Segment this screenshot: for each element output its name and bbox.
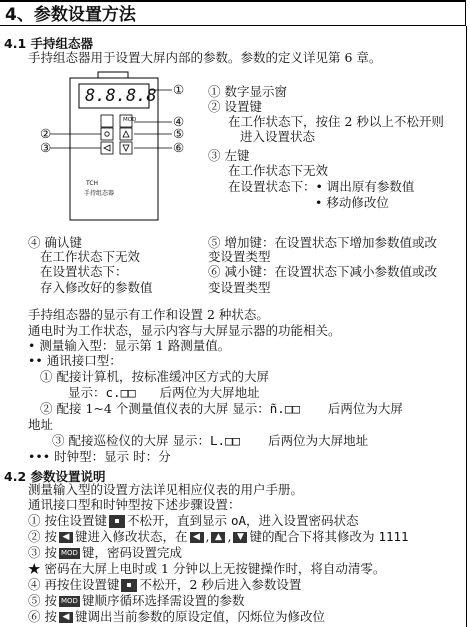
left-key-icon: ◀ — [190, 532, 204, 543]
left-key-desc-3: • 移动修改位 — [315, 195, 389, 210]
up-key-icon: ▲ — [211, 532, 225, 543]
decrease-key-desc: 变设置类型 — [208, 280, 271, 295]
step-4: ④ 再按住设置键 不松开，2 秒后进入参数设置 — [28, 577, 302, 592]
left-key-desc-2: 在设置状态下：• 调出原有参数值 — [228, 179, 415, 194]
callout-2: ② — [40, 126, 52, 141]
increase-key-desc: 变设置类型 — [208, 249, 271, 264]
callout-5: ⑤ — [173, 126, 185, 141]
step-6: ⑥ 按 ◀ 键调出当前参数的原设定值，闪烁位为修改位 — [28, 609, 325, 624]
item-left-key: ③ 左键 — [208, 148, 250, 163]
set-key-icon — [109, 515, 125, 528]
body-p1: 手持组态器的显示有工作和设置 2 种状态。 — [28, 307, 269, 322]
body-p2: 通电时为工作状态，显示内容与大屏显示器的功能相关。 — [28, 323, 341, 338]
digital-display-window: 8.8.8.8 — [85, 86, 157, 106]
comm-option-2: ② 配接 1~4 个测量值仪表的大屏 显示：ñ.□□ 后两位为大屏 — [40, 401, 403, 416]
item-display: ① 数字显示窗 — [208, 84, 287, 99]
set-key-desc-2: 进入设置状态 — [240, 129, 316, 144]
callout-6: ⑥ — [173, 140, 185, 155]
comm-option-2-cont: 地址 — [28, 417, 54, 432]
comm-option-1: ① 配接计算机，按标准缓冲区方式的大屏 — [40, 369, 269, 384]
bullet-comm: •• 通讯接口型： — [28, 353, 122, 368]
callout-3: ③ — [40, 140, 52, 155]
section-header: 4、参数设置方法 — [0, 0, 466, 26]
confirm-key-desc: 在工作状态下无效 — [40, 249, 141, 264]
section-4-2-heading: 4.2 参数设置说明 — [4, 469, 106, 484]
confirm-key-desc-3: 存入修改好的参数值 — [40, 280, 153, 295]
left-key-desc: 在工作状态下无效 — [228, 163, 329, 178]
mod-key-icon: MOD — [60, 597, 78, 605]
star-note: ★ 密码在大屏上电时或 1 分钟以上无按键操作时，将自动清零。 — [28, 561, 386, 576]
page-border — [466, 26, 467, 627]
down-key-icon: ▼ — [233, 532, 247, 543]
confirm-key-desc-2: 在设置状态下： — [40, 264, 128, 279]
intro-text: 手持组态器用于设置大屏内部的参数。参数的定义详见第 6 章。 — [28, 50, 382, 65]
mod-key-icon: MOD — [60, 549, 78, 557]
step-3: ③ 按 MOD 键，密码设置完成 — [28, 545, 182, 560]
left-key-icon: ◀ — [59, 612, 73, 623]
bullet-clock: ••• 时钟型：显示 时：分 — [28, 449, 171, 464]
device-brand: TCH — [86, 180, 99, 187]
comm-option-3: ③ 配接巡检仪的大屏 显示：L.□□ 后两位为大屏地址 — [52, 433, 369, 448]
step-5: ⑤ 按 MOD 键顺序循环选择需设置的参数 — [28, 593, 245, 608]
bullet-measure: • 测量输入型：显示第 1 路测量值。 — [28, 338, 231, 353]
s42-line2: 通讯接口型和时钟型按下述步骤设置： — [28, 497, 241, 512]
item-set-key: ② 设置键 — [208, 99, 262, 114]
step-1: ① 按住设置键 不松开，直到显示 oA，进入设置密码状态 — [28, 513, 359, 528]
comm-option-1-display: 显示：c.□□ 后两位为大屏地址 — [68, 385, 260, 400]
set-key-icon — [121, 579, 137, 592]
s42-line1: 测量输入型的设置方法详见相应仪表的用户手册。 — [28, 482, 304, 497]
item-increase-key: ⑤ 增加键：在设置状态下增加参数值或改 — [208, 236, 437, 250]
device-name: 手持组态器 — [84, 190, 115, 197]
item-confirm-key: ④ 确认键 — [28, 235, 82, 250]
callout-4: ④ — [173, 114, 185, 129]
set-key-desc: 在工作状态下，按住 2 秒以上不松开则 — [228, 114, 444, 129]
section-4-1-heading: 4.1 手持组态器 — [4, 36, 93, 51]
item-decrease-key: ⑥ 减小键：在设置状态下减小参数值或改 — [208, 265, 437, 279]
mod-key-label: MOD — [123, 117, 137, 123]
step-2: ② 按 ◀ 键进入修改状态，在 ◀ , ▲ , ▼ 键的配合下将其修改为 1111 — [28, 530, 409, 544]
left-key-icon: ◀ — [59, 532, 73, 543]
callout-1: ① — [173, 82, 185, 97]
